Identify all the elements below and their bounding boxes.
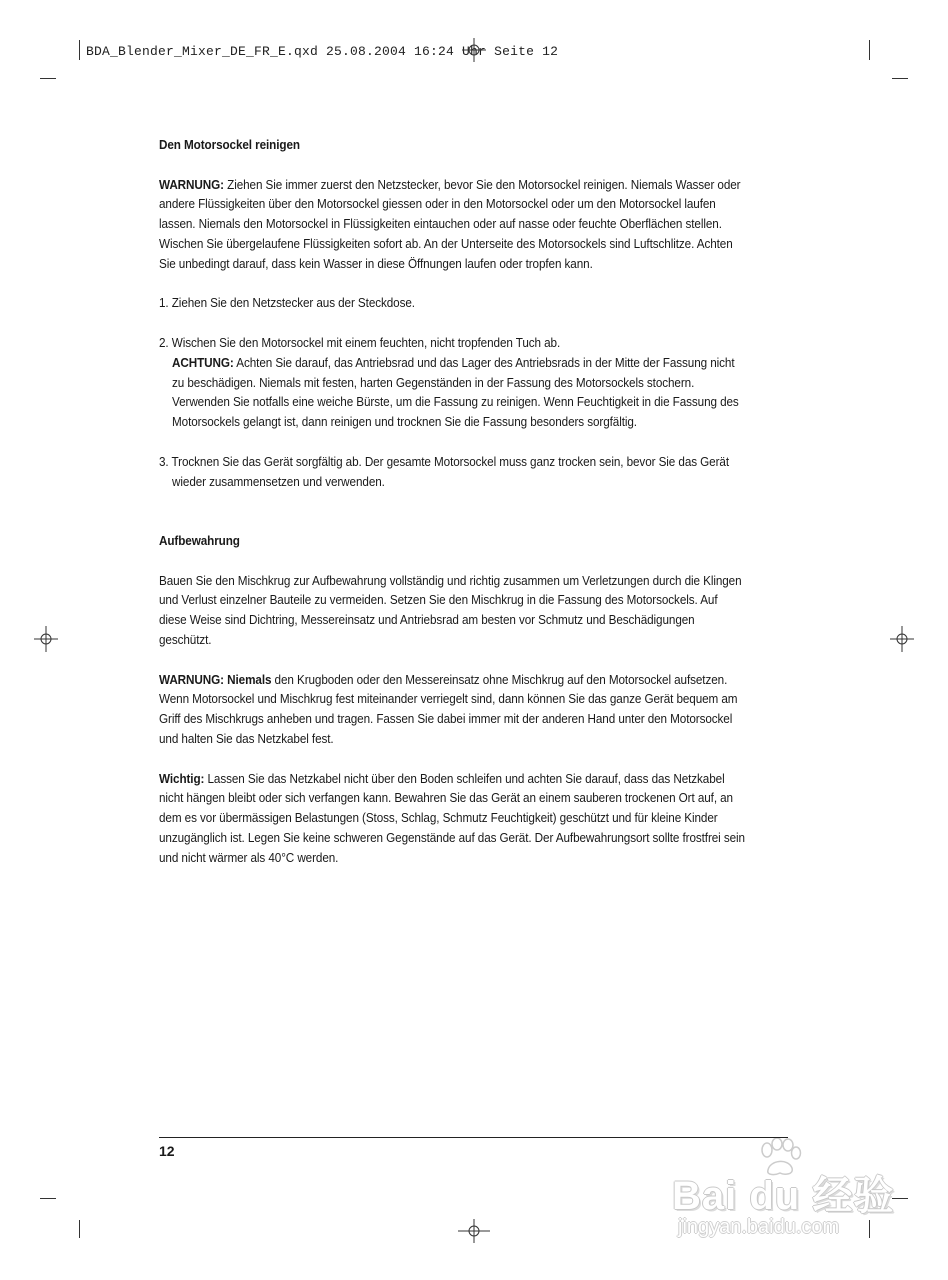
- warning-text: den Krugboden oder den Messereinsatz ohne Mischkrug auf den Motorsockel aufsetzen. Wenn Motorsockel und Mischkrug fest miteinander verriegelt sind, dann können Sie das ganze Gerät bequem am Griff des Mischkrugs anheben und tragen. Fassen Sie dabei immer mit der anderen Hand unter den Motorsockel und halten Sie das Netzkabel fest.: [159, 672, 738, 746]
- step-1: 1. Ziehen Sie den Netzstecker aus der Steckdose.: [159, 296, 415, 311]
- warning-paragraph: [159, 176, 747, 275]
- step-3-continuation: wieder zusammensetzen und verwenden.: [172, 474, 385, 489]
- warning-text: Ziehen Sie immer zuerst den Netzstecker, bevor Sie den Motorsockel reinigen. Niemals Wasser oder andere Flüssigkeiten über den Motorsockel giessen oder in den Motorsockel oder um den Motorsockel laufen lassen. Niemals den Motorsockel in Flüssigkeiten eintauchen oder auf nasse oder feuchte Oberflächen stellen. Wischen Sie übergelaufene Flüssigkeiten sofort ab. An der Unterseite des Motorsockels sind Luftschlitze. Achten Sie unbedingt darauf, dass kein Wasser in diese Öffnungen laufen oder tropfen kann.: [159, 177, 741, 271]
- crop-mark: [79, 1220, 80, 1238]
- crop-mark: [40, 78, 56, 79]
- warning-label: WARNUNG:: [159, 177, 224, 192]
- crop-mark: [892, 78, 908, 79]
- step-3: 3. Trocknen Sie das Gerät sorgfältig ab. Der gesamte Motorsockel muss ganz trocken sein, bevor Sie das Gerät: [159, 454, 729, 469]
- watermark-url: jingyan.baidu.com: [678, 1216, 840, 1238]
- page-content: [159, 136, 747, 868]
- section-heading: Den Motorsockel reinigen: [159, 138, 300, 152]
- warning-label: WARNUNG: Niemals: [159, 672, 272, 687]
- important-label: Wichtig:: [159, 771, 205, 786]
- step-2: 2. Wischen Sie den Motorsockel mit einem feuchten, nicht tropfenden Tuch ab.: [159, 335, 561, 350]
- crop-mark: [869, 40, 870, 60]
- print-slug: BDA_Blender_Mixer_DE_FR_E.qxd 25.08.2004 16:24 Uhr Seite 12: [86, 44, 559, 59]
- section-heading: Aufbewahrung: [159, 533, 240, 548]
- storage-intro: Bauen Sie den Mischkrug zur Aufbewahrung vollständig und richtig zusammen um Verletzungen durch die Klingen und Verlust einzelner Bauteile zu vermeiden. Setzen Sie den Mischkrug in die Fassung des Motorsockels. Auf diese Weise sind Dichtring, Messereinsatz und Antriebsrad am besten vor Schmutz und Beschädigungen geschützt.: [159, 573, 742, 647]
- caution-paragraph: [159, 354, 747, 433]
- registration-mark-top: [462, 38, 486, 62]
- page-number: 12: [159, 1143, 175, 1159]
- warning-paragraph: [159, 671, 747, 750]
- registration-mark-bottom: [458, 1219, 490, 1243]
- registration-mark-left: [34, 626, 58, 652]
- crop-mark: [79, 40, 80, 60]
- caution-label: ACHTUNG:: [172, 355, 234, 370]
- important-text: Lassen Sie das Netzkabel nicht über den Boden schleifen und achten Sie darauf, dass das Netzkabel nicht hängen bleibt oder sich verfangen kann. Bewahren Sie das Gerät an einem sauberen trockenen Ort auf, an dem es vor übermässigen Belastungen (Stoss, Schlag, Schmutz Feuchtigkeit) geschützt und für kleine Kinder unzugänglich ist. Legen Sie keine schweren Gegenstände auf das Gerät. Der Aufbewahrungsort sollte frostfrei sein und nicht wärmer als 40°C werden.: [159, 771, 745, 865]
- important-paragraph: [159, 770, 747, 869]
- caution-text: Achten Sie darauf, das Antriebsrad und das Lager des Antriebsrads in der Mitte der Fassung nicht zu beschädigen. Niemals mit festen, harten Gegenständen in der Fassung des Motorsockels stochern. Verwenden Sie notfalls eine weiche Bürste, um die Fassung zu reinigen. Wenn Feuchtigkeit in die Fassung des Motorsockels gelangt ist, dann reinigen und trocknen Sie die Fassung besonders sorgfältig.: [172, 355, 739, 430]
- watermark-logo-text: Bai du 经验: [672, 1174, 895, 1218]
- registration-mark-right: [890, 626, 914, 652]
- crop-mark: [40, 1198, 56, 1199]
- watermark: [672, 1138, 902, 1248]
